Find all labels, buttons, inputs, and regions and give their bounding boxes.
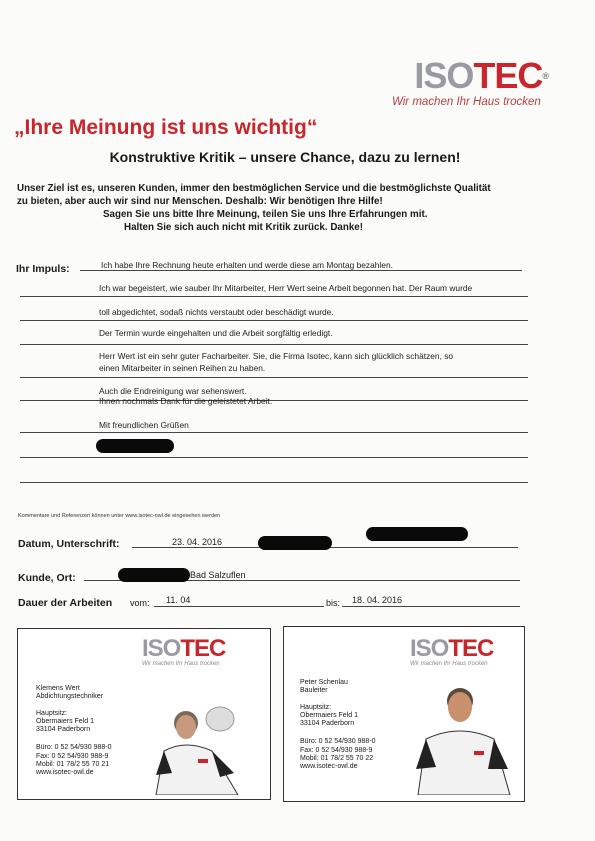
card-logo-iso: ISO [410,635,449,662]
card-name: Klemens Wert [36,685,80,692]
redacted-signature-name [96,439,174,453]
business-card-schenlau [283,626,525,802]
card-tagline: Wir machen Ihr Haus trocken [142,661,220,667]
card-fax: Fax: 0 52 54/930 988-9 [36,752,109,760]
work-from-value: 11. 04 [166,595,191,605]
page-subtitle: Konstruktive Kritik – unsere Chance, dazu zu lernen! [109,149,461,165]
feedback-rule-1 [80,270,522,271]
intro-line-4: Halten Sie sich auch nicht mit Kritik zurück. Danke! [124,222,363,233]
feedback-rule-9 [20,482,528,483]
logo-iso-text: ISO [414,55,474,96]
customer-location-value: Bad Salzuflen [190,570,246,580]
card-role: Abdichtungstechniker [36,693,103,701]
card-office-phone: Büro: 0 52 54/930 988-0 [36,744,112,752]
business-card-wert [17,628,271,800]
intro-line-2: zu bieten, aber auch wir sind nur Menschen. Deshalb: Wir benötigen Ihre Hilfe! [17,196,383,207]
date-signature-label: Datum, Unterschrift: [18,538,120,550]
feedback-rule-4 [20,344,528,345]
reference-note: Kommentare und Referenzen können unter www.isotec-owl.de eingesehen werden [18,513,221,519]
feedback-line-3: toll abgedichtet, sodaß nichts verstaubt oder beschädigt wurde. [99,307,334,317]
card-logo-tec: TEC [448,635,494,662]
logo-tagline: Wir machen Ihr Haus trocken [392,96,541,108]
feedback-rule-2 [20,296,528,297]
feedback-line-8: Ihnen nochmals Dank für die geleistetet Arbeit. [99,396,273,406]
card-city: 33104 Paderborn [300,720,355,728]
card-street: Obermaiers Feld 1 [300,711,358,719]
feedback-rule-7 [20,432,528,433]
card-logo-iso: ISO [142,635,181,662]
customer-location-label: Kunde, Ort: [18,572,76,584]
employee-photo-schenlau [410,685,516,795]
card-website: www.isotec-owl.de [300,763,358,771]
work-from-label: vom: [130,598,150,608]
isotec-logo [388,55,548,112]
feedback-line-7: Auch die Endreinigung war sehenswert. [99,386,247,396]
feedback-line-2: Ich war begeistert, wie sauber Ihr Mitarbeiter, Herr Wert seine Arbeit begonnen hat. Der Raum wurde [99,283,473,293]
feedback-line-4: Der Termin wurde eingehalten und die Arbeit sorgfältig erledigt. [99,328,333,338]
card-role: Bauleiter [300,687,328,695]
card-tagline: Wir machen Ihr Haus trocken [410,661,488,667]
card-mobile: Mobil: 01 78/2 55 70 21 [36,761,110,769]
feedback-rule-6 [20,400,528,401]
card-office-phone: Büro: 0 52 54/930 988-0 [300,738,376,746]
card-street: Obermaiers Feld 1 [36,717,94,725]
card-mobile: Mobil: 01 78/2 55 70 22 [300,755,374,763]
card-logo-tec: TEC [180,635,226,662]
card-website: www.isotec-owl.de [36,769,94,777]
work-to-value: 18. 04. 2016 [352,595,403,605]
card-hq-label: Hauptsitz: [36,709,68,717]
logo-registered-mark: ® [542,71,548,81]
work-duration-label: Dauer der Arbeiten [18,597,113,609]
work-from-rule [154,606,324,607]
employee-photo-wert [146,703,252,795]
card-logo [410,637,493,667]
intro-line-3: Sagen Sie uns bitte Ihre Meinung, teilen Sie uns Ihre Erfahrungen mit. [103,209,428,220]
feedback-rule-3 [20,320,528,321]
feedback-label: Ihr Impuls: [16,263,70,275]
card-logo [142,637,225,667]
date-value: 23. 04. 2016 [172,537,223,547]
card-hq-label: Hauptsitz: [300,703,332,711]
feedback-line-1: Ich habe Ihre Rechnung heute erhalten und werde diese am Montag bezahlen. [101,260,393,270]
feedback-line-6: einen Mitarbeiter in seinen Reihen zu haben. [99,363,266,373]
card-city: 33104 Paderborn [36,726,91,734]
redacted-signature [258,536,332,550]
card-name: Peter Schenlau [300,679,348,686]
logo-tec-text: TEC [473,55,543,96]
redacted-signature-top [366,527,468,541]
work-to-rule [342,606,520,607]
card-fax: Fax: 0 52 54/930 988-9 [300,746,373,754]
feedback-line-5: Herr Wert ist ein sehr guter Facharbeiter. Sie, die Firma Isotec, kann sich glücklich schätzen, so [99,351,454,361]
feedback-line-9: Mit freundlichen Grüßen [99,420,189,430]
intro-line-1: Unser Ziel ist es, unseren Kunden, immer den bestmöglichen Service und die bestmöglichste Qualität [17,183,491,194]
page-title: „Ihre Meinung ist uns wichtig“ [14,116,318,139]
feedback-rule-8 [20,457,528,458]
feedback-rule-5 [20,377,528,378]
work-to-label: bis: [326,598,341,608]
redacted-customer-name [118,568,190,582]
